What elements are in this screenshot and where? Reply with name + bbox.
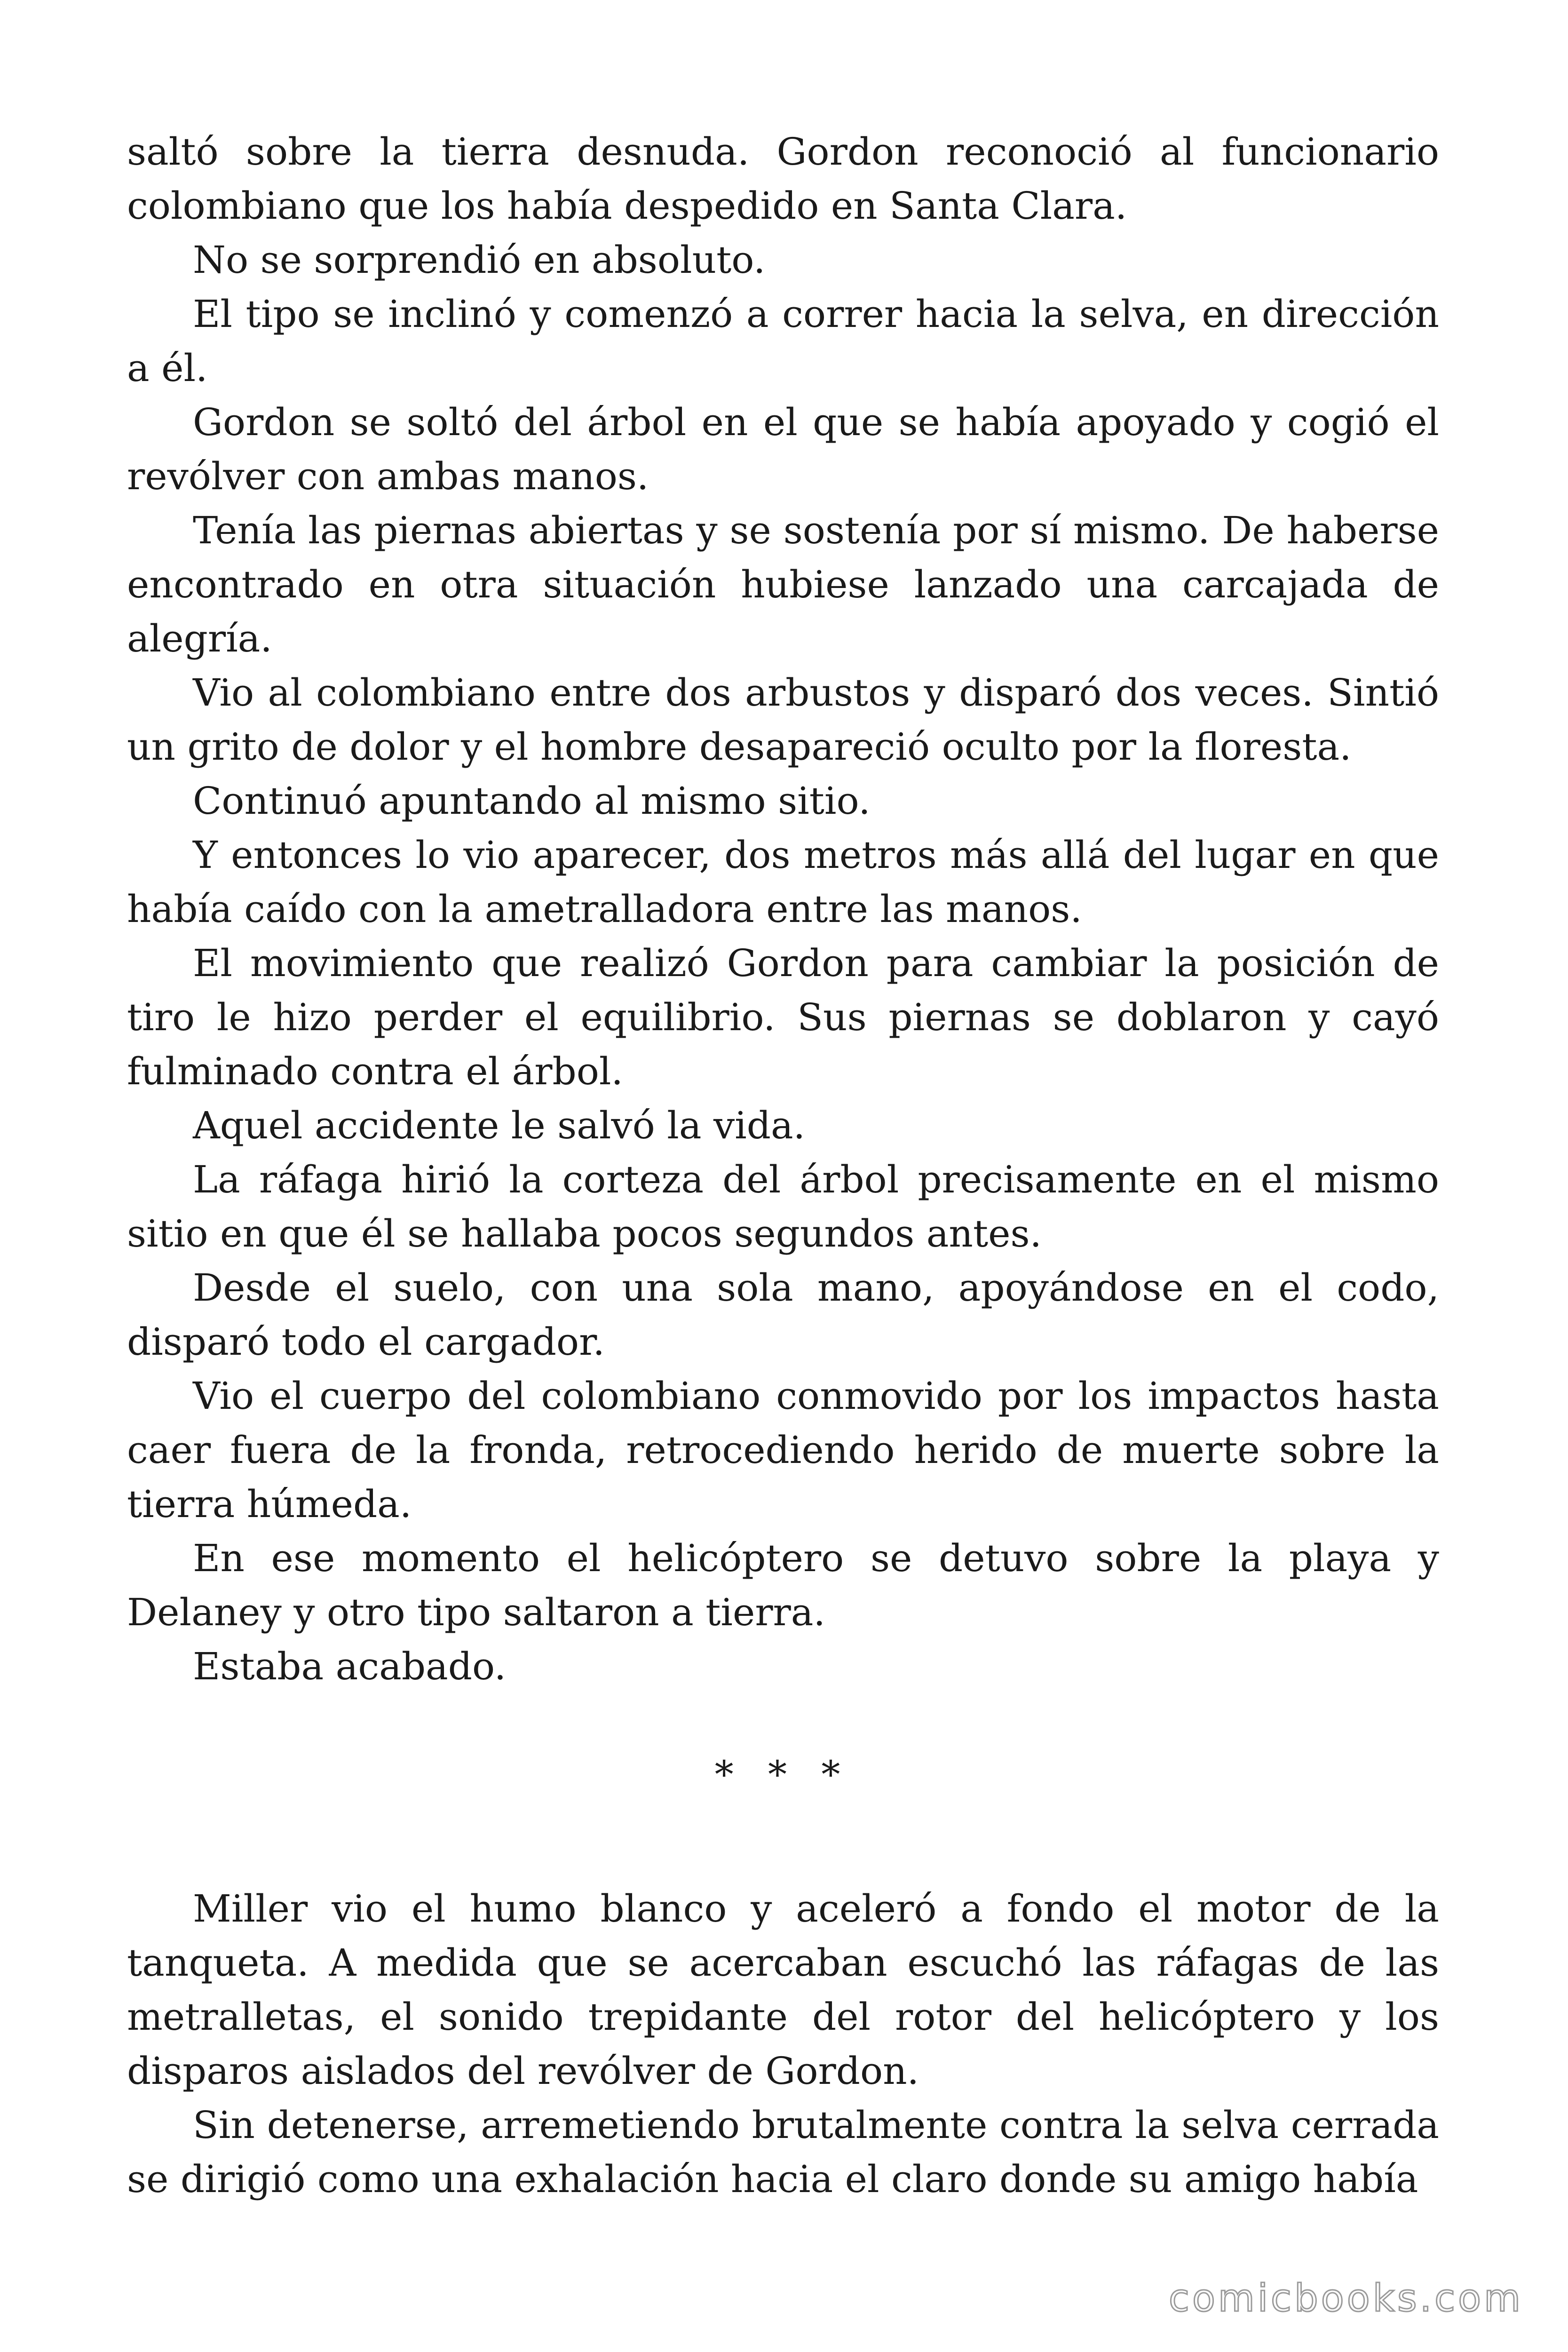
paragraph: Vio al colombiano entre dos arbustos y disparó dos veces. Sintió un grito de dolor y el hombre desapareció oculto por la floresta. [127,671,1439,769]
watermark: comicbooks.com [1168,2276,1523,2320]
paragraph: El movimiento que realizó Gordon para cambiar la posición de tiro le hizo perder el equilibrio. Sus piernas se doblaron y cayó fulminado contra el árbol. [127,941,1439,1093]
paragraph: saltó sobre la tierra desnuda. Gordon reconoció al funcionario colombiano que los había despedido en Santa Clara. [127,130,1439,228]
paragraph: La ráfaga hirió la corteza del árbol precisamente en el mismo sitio en que él se hallaba pocos segundos antes. [127,1158,1439,1255]
page-body [127,125,1439,2206]
paragraph: El tipo se inclinó y comenzó a correr hacia la selva, en dirección a él. [127,292,1439,390]
paragraph: Y entonces lo vio aparecer, dos metros más allá del lugar en que había caído con la ametralladora entre las manos. [127,833,1439,931]
paragraph: No se sorprendió en absoluto. [193,238,766,282]
paragraph: En ese momento el helicóptero se detuvo sobre la playa y Delaney y otro tipo saltaron a tierra. [127,1536,1439,1634]
paragraph: Aquel accidente le salvó la vida. [193,1104,806,1147]
paragraph: Sin detenerse, arremetiendo brutalmente contra la selva cerrada se dirigió como una exhalación hacia el claro donde su amigo había [127,2103,1439,2201]
paragraph: Estaba acabado. [193,1645,507,1688]
paragraph: Desde el suelo, con una sola mano, apoyándose en el codo, disparó todo el cargador. [127,1266,1439,1364]
paragraph: Gordon se soltó del árbol en el que se había apoyado y cogió el revólver con ambas manos. [127,400,1439,498]
paragraph: Vio el cuerpo del colombiano conmovido por los impactos hasta caer fuera de la fronda, retrocediendo herido de muerte sobre la tierra húmeda. [127,1374,1439,1526]
section-separator: * * * [714,1753,852,1796]
paragraph: Tenía las piernas abiertas y se sostenía por sí mismo. De haberse encontrado en otra situación hubiese lanzado una carcajada de alegría. [127,509,1439,660]
paragraph: Miller vio el humo blanco y aceleró a fondo el motor de la tanqueta. A medida que se acercaban escuchó las ráfagas de las metralletas, el sonido trepidante del rotor del helicóptero y los disparos aislados del revólver de Gordon. [127,1887,1439,2093]
paragraph: Continuó apuntando al mismo sitio. [193,779,871,823]
